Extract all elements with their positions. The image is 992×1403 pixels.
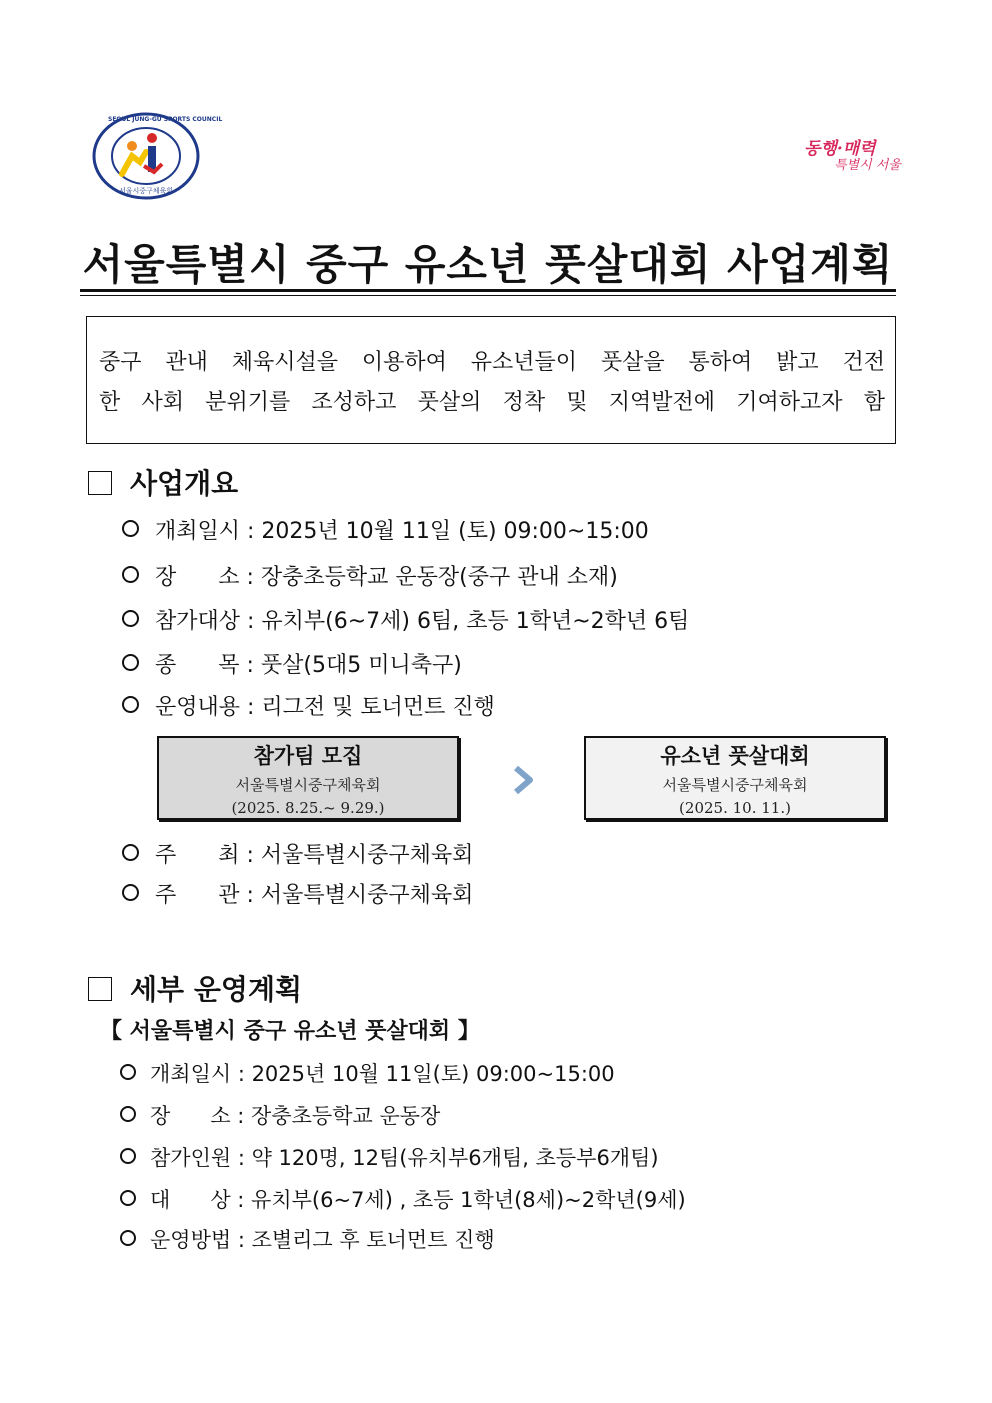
overview-item-text: 참가대상 : 유치부(6~7세) 6팀, 초등 1학년~2학년 6팀	[155, 609, 690, 634]
detail-item-text: 운영방법 : 조별리그 후 토너먼트 진행	[150, 1228, 495, 1252]
section-detail-label: 세부 운영계획	[130, 973, 303, 1006]
flow-step-title: 참가팀 모집	[253, 744, 363, 768]
title-rule-thick	[80, 289, 896, 292]
page-title: 서울특별시 중구 유소년 풋살대회 사업계획	[82, 240, 894, 289]
seoul-slogan-logo	[800, 132, 901, 176]
detail-subtitle: 【 서울특별시 중구 유소년 풋살대회 】	[100, 1019, 480, 1044]
overview-item	[122, 690, 495, 721]
flow-step-date: (2025. 8.25.~ 9.29.)	[231, 799, 385, 817]
flow-step-org: 서울특별시중구체육회	[235, 776, 381, 794]
circle-bullet-icon	[120, 1230, 136, 1246]
section-overview-label: 사업개요	[130, 467, 239, 500]
overview-item-text: 주 최 : 서울특별시중구체육회	[155, 843, 474, 868]
detail-item	[120, 1058, 615, 1088]
circle-bullet-icon	[122, 844, 139, 861]
flow-step-tournament	[584, 736, 886, 820]
circle-bullet-icon	[122, 520, 139, 537]
section-detail-heading	[88, 968, 302, 1008]
circle-bullet-icon	[120, 1190, 136, 1206]
flow-step-title: 유소년 풋살대회	[660, 744, 810, 768]
detail-item	[120, 1224, 495, 1254]
detail-item-text: 개최일시 : 2025년 10월 11일(토) 09:00~15:00	[150, 1062, 615, 1086]
logo-bottom-text: 서울시중구체육회	[118, 187, 174, 195]
flow-step-org: 서울특별시중구체육회	[662, 776, 808, 794]
overview-item	[122, 604, 689, 635]
detail-item-text: 참가인원 : 약 120명, 12팀(유치부6개팀, 초등부6개팀)	[150, 1146, 659, 1170]
logo-ring-text: SEOUL JUNG-GU SPORTS COUNCIL	[108, 116, 223, 123]
section-overview-heading	[88, 462, 238, 502]
purpose-line-1: 중구 관내 체육시설을 이용하여 유소년들이 풋살을 통하여 밝고 건전	[99, 350, 885, 375]
overview-item-text: 개최일시 : 2025년 10월 11일 (토) 09:00~15:00	[155, 519, 649, 544]
slogan-line2: 특별시 서울	[834, 158, 901, 173]
purpose-line-2: 한 사회 분위기를 조성하고 풋살의 정착 및 지역발전에 기여하고자 함	[99, 390, 885, 415]
purpose-box	[86, 316, 896, 444]
circle-bullet-icon	[120, 1106, 136, 1122]
detail-item	[120, 1184, 686, 1214]
circle-bullet-icon	[122, 654, 139, 671]
overview-item	[122, 560, 618, 591]
overview-item	[122, 838, 473, 869]
circle-bullet-icon	[122, 884, 139, 901]
circle-bullet-icon	[120, 1148, 136, 1164]
detail-item	[120, 1142, 659, 1172]
overview-item-text: 주 관 : 서울특별시중구체육회	[155, 883, 474, 908]
circle-bullet-icon	[122, 610, 139, 627]
overview-item	[122, 648, 462, 679]
circle-bullet-icon	[120, 1064, 136, 1080]
circle-bullet-icon	[122, 566, 139, 583]
title-rule-thin	[80, 295, 896, 296]
overview-item-text: 장 소 : 장충초등학교 운동장(중구 관내 소재)	[155, 565, 618, 590]
detail-item-text: 대 상 : 유치부(6~7세) , 초등 1학년(8세)~2학년(9세)	[150, 1188, 686, 1212]
overview-item	[122, 514, 649, 545]
checkbox-square-icon	[88, 977, 112, 1001]
circle-bullet-icon	[122, 696, 139, 713]
slogan-line1: 동행·매력	[804, 139, 876, 159]
flow-step-date: (2025. 10. 11.)	[679, 799, 791, 817]
flow-step-recruit	[157, 736, 459, 820]
overview-item-text: 운영내용 : 리그전 및 토너먼트 진행	[155, 695, 495, 720]
chevron-right-icon	[510, 764, 536, 796]
org-logo	[88, 112, 223, 200]
checkbox-square-icon	[88, 471, 112, 495]
overview-item-text: 종 목 : 풋살(5대5 미니축구)	[155, 653, 462, 678]
detail-item-text: 장 소 : 장충초등학교 운동장	[150, 1104, 441, 1128]
overview-item	[122, 878, 473, 909]
detail-item	[120, 1100, 440, 1130]
